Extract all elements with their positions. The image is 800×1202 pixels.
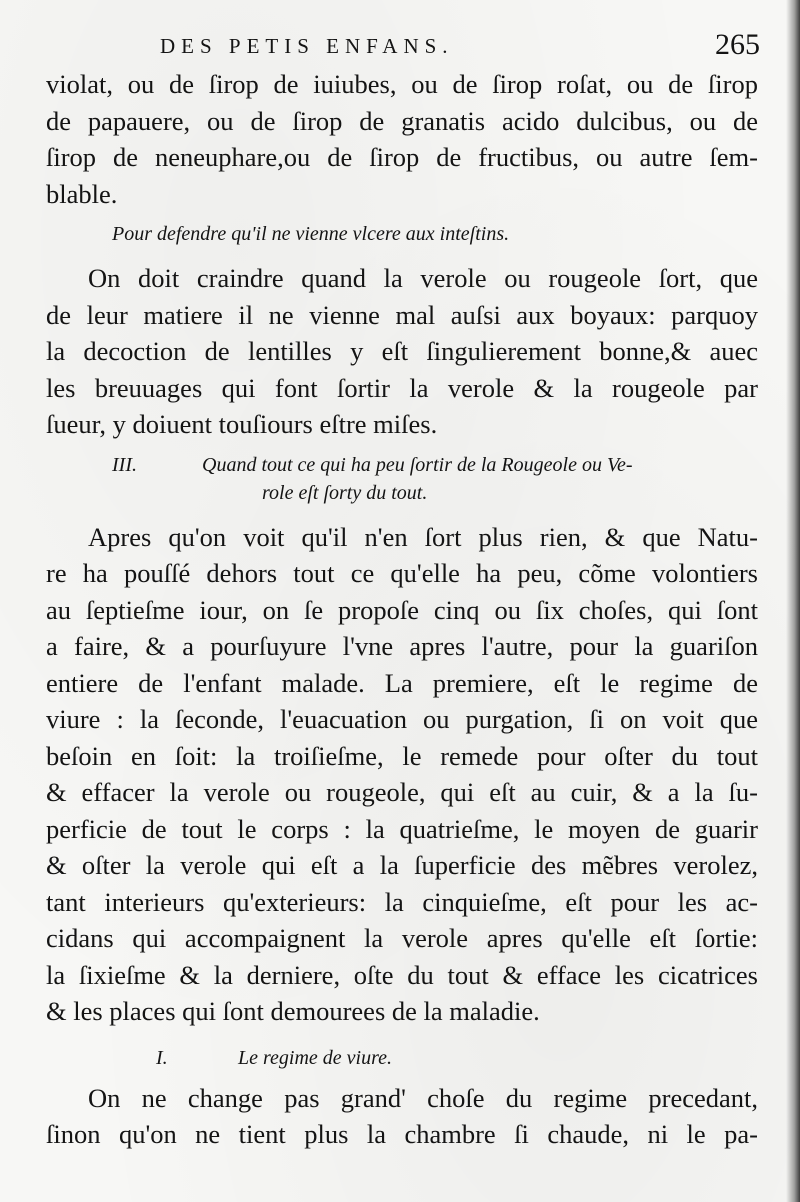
running-title: DES PETIS ENFANS. — [160, 34, 454, 58]
text-line: ſirop de neneuphare,ou de ſirop de fructibus, ou autre ſem- — [46, 142, 758, 172]
text-line: Apres qu'on voit qu'il n'en ſort plus rien, & que Natu- — [88, 521, 758, 552]
text-line: On ne change pas grand' choſe du regime precedant, — [88, 1082, 758, 1113]
text-line: ſinon qu'on ne tient plus la chambre ſi chaude, ni le pa- — [46, 1119, 758, 1149]
section-heading-line: role eſt ſorty du tout. — [262, 481, 428, 504]
text-line: de papauere, ou de ſirop de granatis acido dulcibus, ou de — [46, 105, 758, 136]
text-line: perficie de tout le corps : la quatrieſme, le moyen de guarir — [46, 813, 758, 844]
paragraph-3 — [46, 519, 758, 1030]
text-line: cidans qui accompaignent la verole apres qu'elle eſt ſortie: — [46, 923, 758, 953]
text-line: re ha pouſſé dehors tout ce qu'elle ha peu, cõme volontiers — [46, 558, 758, 588]
page-number: 265 — [715, 28, 760, 61]
section-heading-line: Quand tout ce qui ha peu ſortir de la Rougeole ou Ve- — [202, 453, 633, 476]
section-number: III. — [112, 453, 137, 476]
text-line: ſueur, y doiuent touſiours eſtre miſes. — [46, 409, 438, 439]
text-line: viure : la ſeconde, l'euacuation ou purgation, ſi on voit que — [46, 704, 758, 734]
text-line: de leur matiere il ne vienne mal auſsi aux boyaux: parquoy — [46, 299, 758, 330]
text-line: entiere de l'enfant malade. La premiere, eſt le regime de — [46, 667, 758, 698]
text-line: la ſixieſme & la derniere, oſte du tout & efface les cicatrices — [46, 959, 758, 990]
text-line: tant interieurs qu'exterieurs: la cinquieſme, eſt pour les ac- — [46, 886, 758, 917]
text-line: a faire, & a pourſuyure l'vne apres l'autre, pour la guariſon — [46, 631, 758, 661]
paragraph-2 — [46, 260, 758, 443]
text-line: beſoin en ſoit: la troiſieſme, le remede pour oſter du tout — [46, 740, 758, 771]
paragraph-4 — [46, 1080, 758, 1153]
text-line: blable. — [46, 178, 118, 209]
text-line: violat, ou de ſirop de iuiubes, ou de ſirop roſat, ou de ſirop — [46, 69, 758, 99]
text-line: les breuuages qui font ſortir la verole & la rougeole par — [46, 372, 758, 403]
page-edge-shadow — [786, 0, 800, 1202]
text-line: On doit craindre quand la verole ou rougeole ſort, que — [88, 263, 758, 293]
text-line: au ſeptieſme iour, on ſe propoſe cinq ou ſix choſes, qui ſont — [46, 594, 758, 625]
text-block — [46, 66, 758, 1153]
section-number: I. — [156, 1046, 168, 1069]
text-line: & les places qui ſont demourees de la maladie. — [46, 996, 540, 1026]
running-head — [160, 28, 760, 64]
text-line: & effacer la verole ou rougeole, qui eſt au cuir, & a la ſu- — [46, 777, 758, 807]
section-heading-3 — [156, 1044, 758, 1072]
section-heading-1: Pour defendre qu'il ne vienne vlcere aux inteſtins. — [112, 223, 510, 245]
text-line: & oſter la verole qui eſt a la ſuperficie des mẽbres verolez, — [46, 850, 758, 880]
section-heading-2 — [112, 451, 758, 507]
text-line: la decoction de lentilles y eſt ſingulierement bonne,& auec — [46, 336, 758, 366]
paragraph-1 — [46, 66, 758, 212]
section-heading-text: Le regime de viure. — [238, 1046, 393, 1069]
